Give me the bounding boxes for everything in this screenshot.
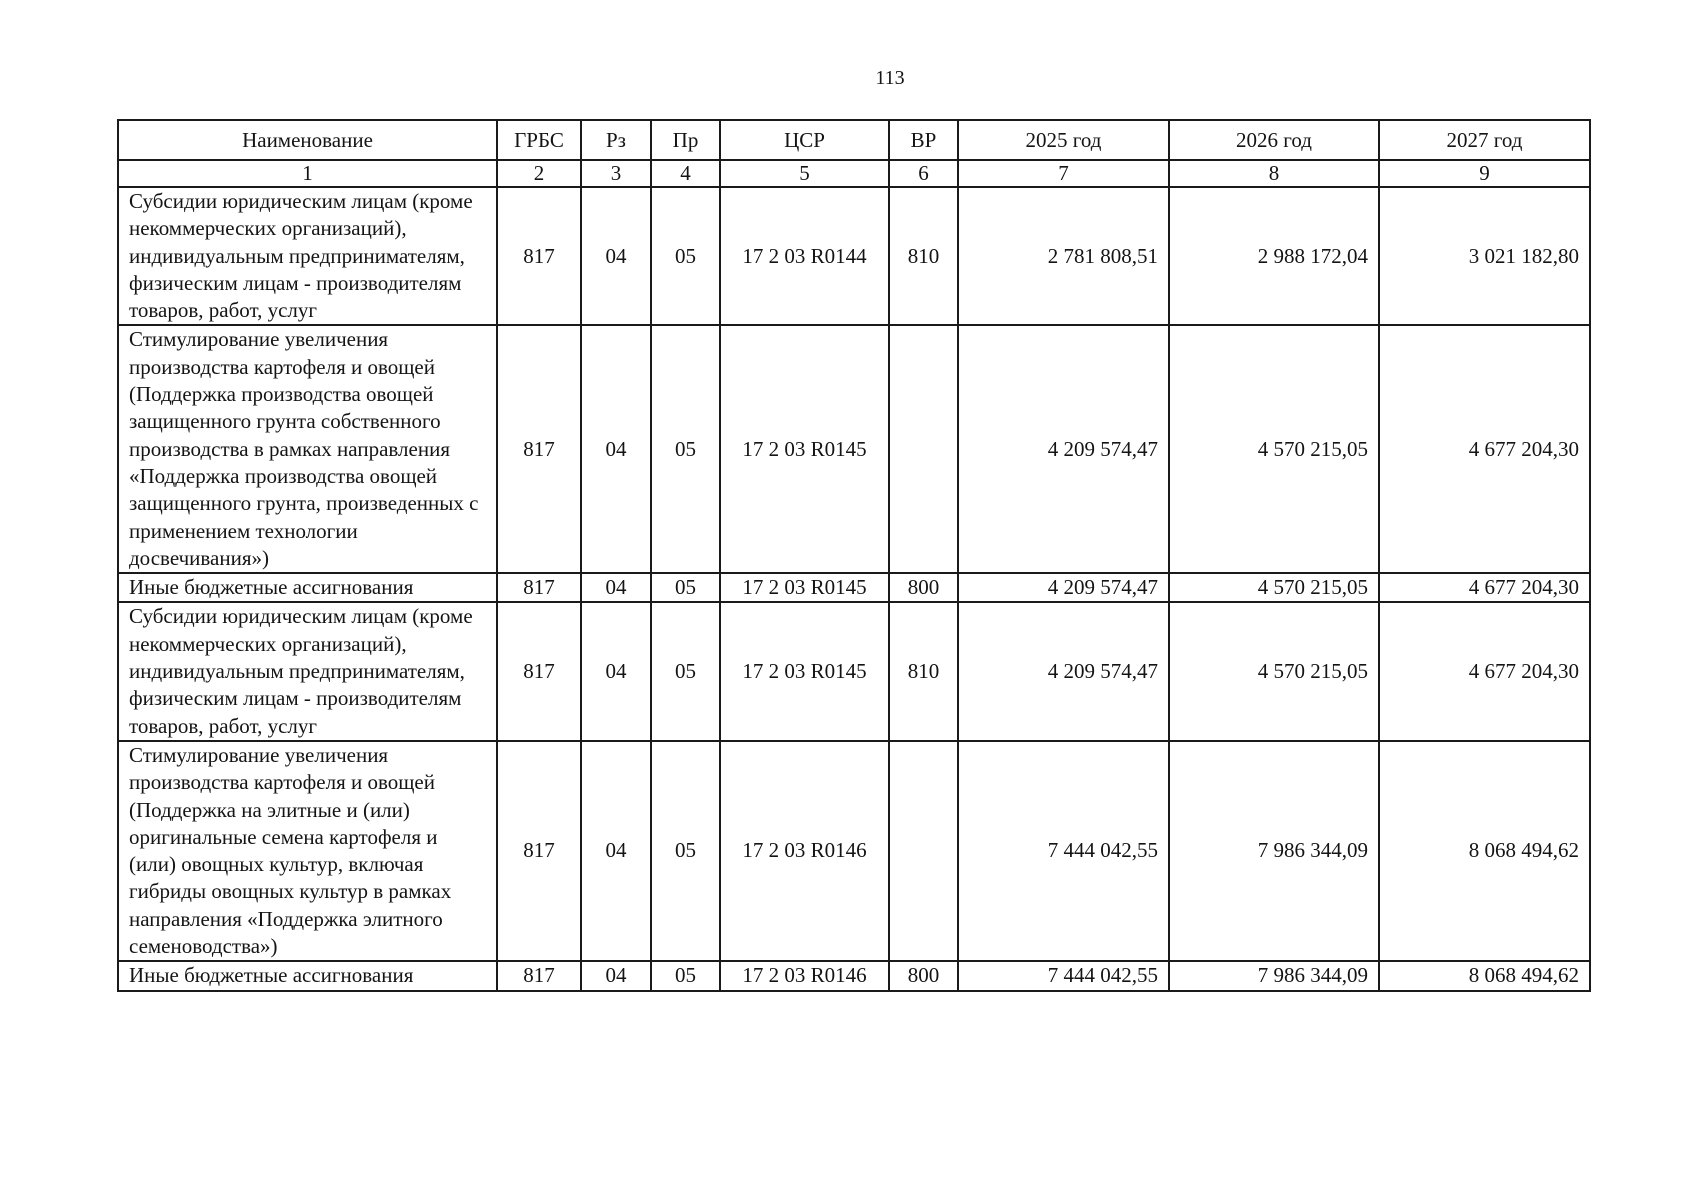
cell-vr [889,325,958,573]
cell-name: Стимулирование увеличения производства картофеля и овощей (Поддержка производства овощей защищенного грунта собственного производства в рамках направления «Поддержка производства овощей защищенного грунта, произведенных с применением технологии досвечивания») [118,325,497,573]
cell-name: Иные бюджетные ассигнования [118,961,497,990]
cell-vr: 800 [889,961,958,990]
cell-vr [889,741,958,961]
header-row [118,120,1590,160]
header-2025: 2025 год [958,120,1169,160]
cell-csr: 17 2 03 R0146 [720,741,889,961]
cell-2025: 4 209 574,47 [958,573,1169,602]
cell-grbs: 817 [497,325,581,573]
cell-pr: 05 [651,325,720,573]
cell-csr: 17 2 03 R0145 [720,602,889,740]
cell-pr: 05 [651,187,720,325]
cell-name: Иные бюджетные ассигнования [118,573,497,602]
cell-2026: 4 570 215,05 [1169,573,1379,602]
column-number: 3 [581,160,651,187]
header-rz: Рз [581,120,651,160]
cell-rz: 04 [581,573,651,602]
cell-vr: 810 [889,187,958,325]
cell-grbs: 817 [497,602,581,740]
column-number: 8 [1169,160,1379,187]
header-name: Наименование [118,120,497,160]
cell-rz: 04 [581,961,651,990]
cell-name: Субсидии юридическим лицам (кроме некоммерческих организаций), индивидуальным предпринимателям, физическим лицам - производителям товаров, работ, услуг [118,602,497,740]
cell-2027: 3 021 182,80 [1379,187,1590,325]
cell-2026: 4 570 215,05 [1169,602,1379,740]
table-row [118,325,1590,573]
cell-name: Стимулирование увеличения производства картофеля и овощей (Поддержка на элитные и (или) оригинальные семена картофеля и (или) овощных культур, включая гибриды овощных культур в рамках направления «Поддержка элитного семеноводства») [118,741,497,961]
table-row [118,573,1590,602]
column-number: 5 [720,160,889,187]
table-row [118,961,1590,990]
cell-2025: 4 209 574,47 [958,602,1169,740]
column-number: 1 [118,160,497,187]
cell-grbs: 817 [497,961,581,990]
cell-csr: 17 2 03 R0146 [720,961,889,990]
cell-pr: 05 [651,961,720,990]
cell-csr: 17 2 03 R0145 [720,573,889,602]
column-number: 6 [889,160,958,187]
cell-pr: 05 [651,573,720,602]
cell-2027: 8 068 494,62 [1379,741,1590,961]
page-number: 113 [875,67,905,89]
cell-name: Субсидии юридическим лицам (кроме некоммерческих организаций), индивидуальным предпринимателям, физическим лицам - производителям товаров, работ, услуг [118,187,497,325]
cell-2027: 4 677 204,30 [1379,602,1590,740]
cell-csr: 17 2 03 R0144 [720,187,889,325]
header-vr: ВР [889,120,958,160]
cell-grbs: 817 [497,187,581,325]
cell-2027: 4 677 204,30 [1379,325,1590,573]
budget-table [117,119,1591,992]
table-row [118,741,1590,961]
table-row [118,187,1590,325]
cell-vr: 800 [889,573,958,602]
cell-2026: 7 986 344,09 [1169,741,1379,961]
header-2026: 2026 год [1169,120,1379,160]
table-row [118,602,1590,740]
cell-2027: 4 677 204,30 [1379,573,1590,602]
cell-2026: 4 570 215,05 [1169,325,1379,573]
cell-2025: 4 209 574,47 [958,325,1169,573]
cell-2025: 7 444 042,55 [958,741,1169,961]
cell-rz: 04 [581,602,651,740]
cell-2027: 8 068 494,62 [1379,961,1590,990]
cell-2025: 2 781 808,51 [958,187,1169,325]
cell-grbs: 817 [497,741,581,961]
header-pr: Пр [651,120,720,160]
cell-rz: 04 [581,741,651,961]
cell-grbs: 817 [497,573,581,602]
header-grbs: ГРБС [497,120,581,160]
header-2027: 2027 год [1379,120,1590,160]
cell-2026: 2 988 172,04 [1169,187,1379,325]
header-csr: ЦСР [720,120,889,160]
cell-rz: 04 [581,187,651,325]
cell-csr: 17 2 03 R0145 [720,325,889,573]
cell-vr: 810 [889,602,958,740]
cell-rz: 04 [581,325,651,573]
cell-pr: 05 [651,602,720,740]
cell-2025: 7 444 042,55 [958,961,1169,990]
cell-pr: 05 [651,741,720,961]
column-number: 7 [958,160,1169,187]
column-number: 4 [651,160,720,187]
column-number: 9 [1379,160,1590,187]
column-number-row [118,160,1590,187]
cell-2026: 7 986 344,09 [1169,961,1379,990]
column-number: 2 [497,160,581,187]
